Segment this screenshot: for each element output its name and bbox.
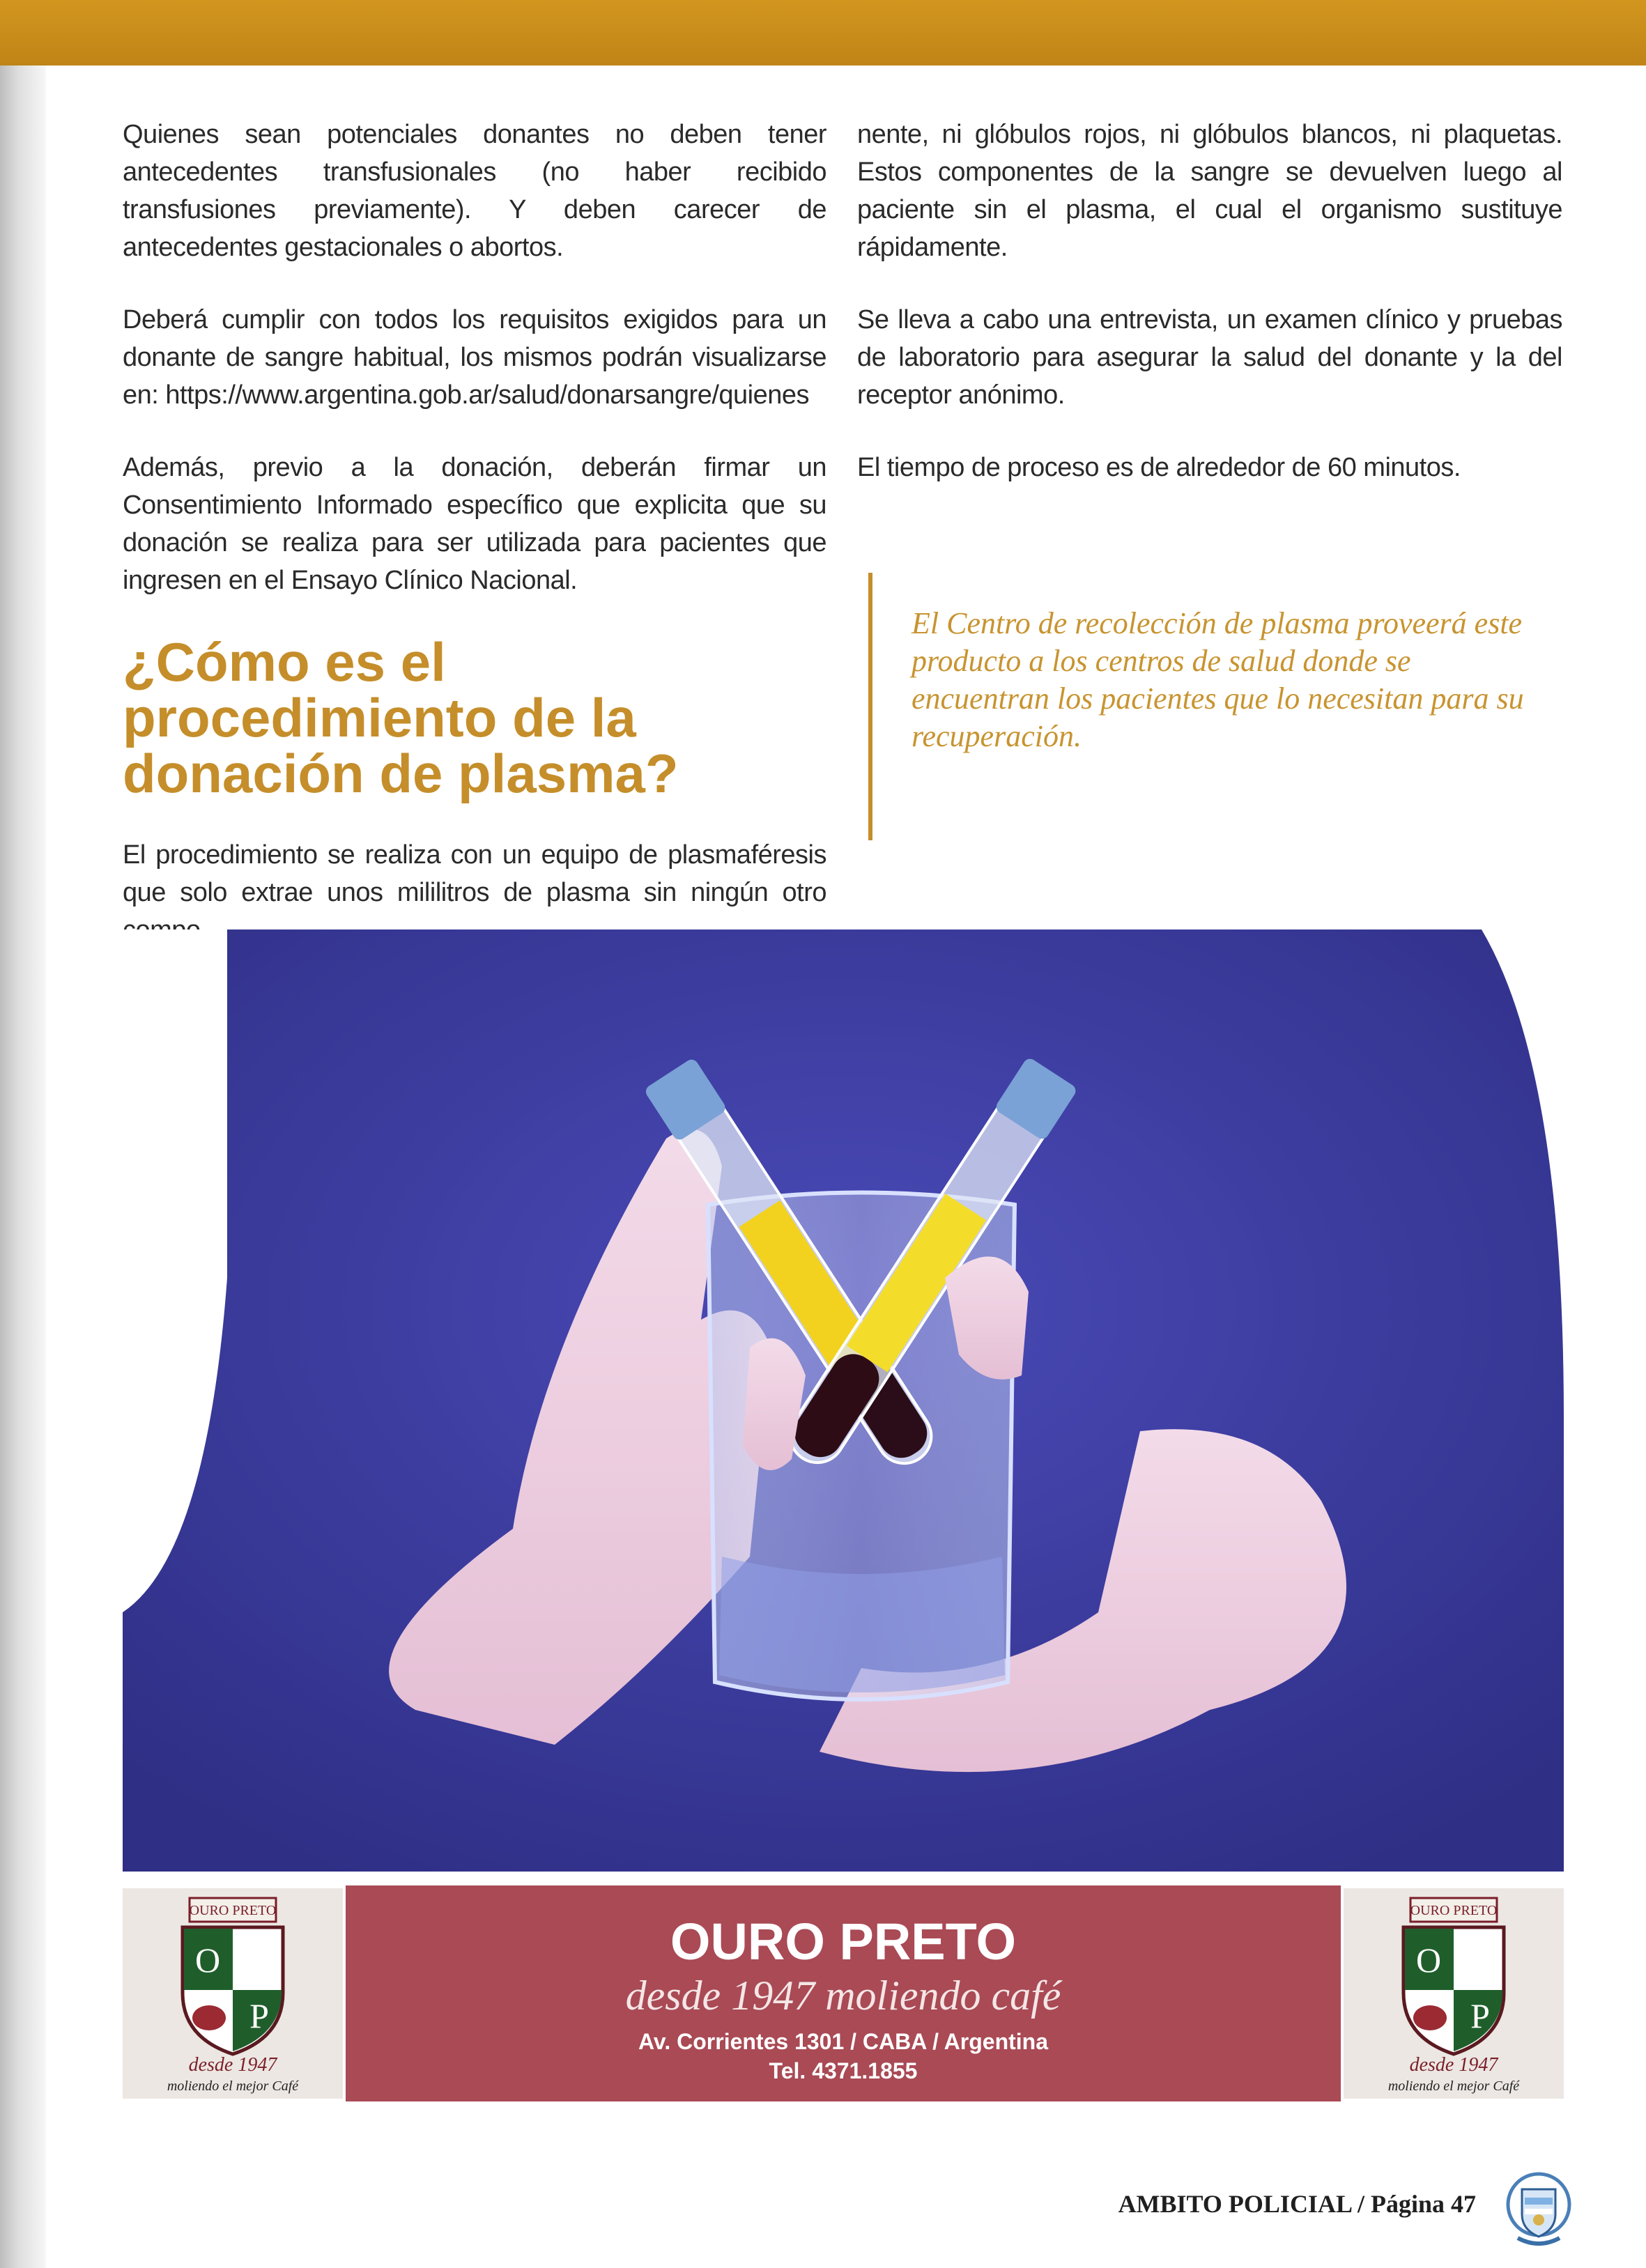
logo-banner-text: OURO PRETO (189, 1903, 277, 1918)
right-text-column (857, 116, 1562, 521)
pull-quote: El Centro de recolección de plasma proveerá este producto a los centros de salud donde se encuentran los pacientes que lo necesitan para su recuperación. (912, 606, 1524, 753)
paragraph-interview: Se lleva a cabo una entrevista, un examen clínico y pruebas de laboratorio para asegurar la salud del donante y la del receptor anónimo. (857, 305, 1562, 410)
svg-text:P: P (249, 1996, 269, 2035)
paragraph-consent: Además, previo a la donación, deberán firmar un Consentimiento Informado específico que explicita que su donación se realiza para ser utilizada para pacientes que ingresen en el Ensayo Clínico Nacional. (123, 453, 826, 595)
logo-banner-text: OURO PRETO (1410, 1903, 1498, 1918)
paragraph-duration: El tiempo de proceso es de alrededor de 60 minutos. (857, 453, 1461, 482)
section-heading: ¿Cómo es el procedimiento de la donación de plasma? (123, 631, 679, 804)
page-footer (1118, 2189, 1476, 2219)
footer-separator: / (1357, 2190, 1371, 2218)
svg-text:O: O (1415, 1941, 1442, 1980)
police-crest-icon (1504, 2168, 1574, 2252)
logo-slogan-text: moliendo el mejor Café (167, 2078, 299, 2094)
left-text-column (123, 116, 826, 984)
logo-year-text: desde 1947 (1409, 2054, 1498, 2076)
paragraph-donor-history: Quienes sean potenciales donantes no deben tener antecedentes transfusionales (no haber recibido transfusiones previamente). Y deben carecer de antecedentes gestacionales o abortos. (123, 120, 826, 262)
paragraph-components: nente, ni glóbulos rojos, ni glóbulos blancos, ni plaquetas. Estos componentes de la sangre se devuelven luego al paciente sin el plasma, el cual el organismo sustituye rápidamente. (857, 120, 1562, 262)
svg-text:P: P (1470, 1996, 1490, 2035)
ad-address: Av. Corrientes 1301 / CABA / Argentina (638, 2029, 1048, 2054)
ad-info-panel (346, 1885, 1341, 2101)
ad-brand-name: OURO PRETO (670, 1913, 1017, 1970)
logo-slogan-text: moliendo el mejor Café (1387, 2078, 1520, 2094)
page-binding-shadow (0, 0, 46, 2268)
pull-quote-rule (868, 573, 872, 840)
plasma-tubes-photo (123, 929, 1564, 1872)
publication-name: AMBITO POLICIAL (1118, 2190, 1351, 2218)
ad-tagline: desde 1947 moliendo café (625, 1973, 1061, 2019)
paragraph-requirements: Deberá cumplir con todos los requisitos exigidos para un donante de sangre habitual, los mismos podrán visualizarse en: https://www.argentina.gob.ar/salud/donarsangre/quienes (123, 305, 826, 410)
logo-year-text: desde 1947 (188, 2054, 277, 2076)
header-bar (0, 0, 1646, 65)
ad-phone: Tel. 4371.1855 (769, 2058, 918, 2083)
page-number: Página 47 (1370, 2190, 1476, 2218)
paragraph-procedure: El procedimiento se realiza con un equipo de plasmaféresis que solo extrae unos mililitros de plasma sin ningún otro (123, 840, 826, 907)
ouro-preto-ad (123, 1885, 1564, 2101)
svg-text:O: O (194, 1941, 221, 1980)
ouro-preto-logo-left (123, 1888, 343, 2099)
ouro-preto-logo-right (1344, 1888, 1564, 2099)
